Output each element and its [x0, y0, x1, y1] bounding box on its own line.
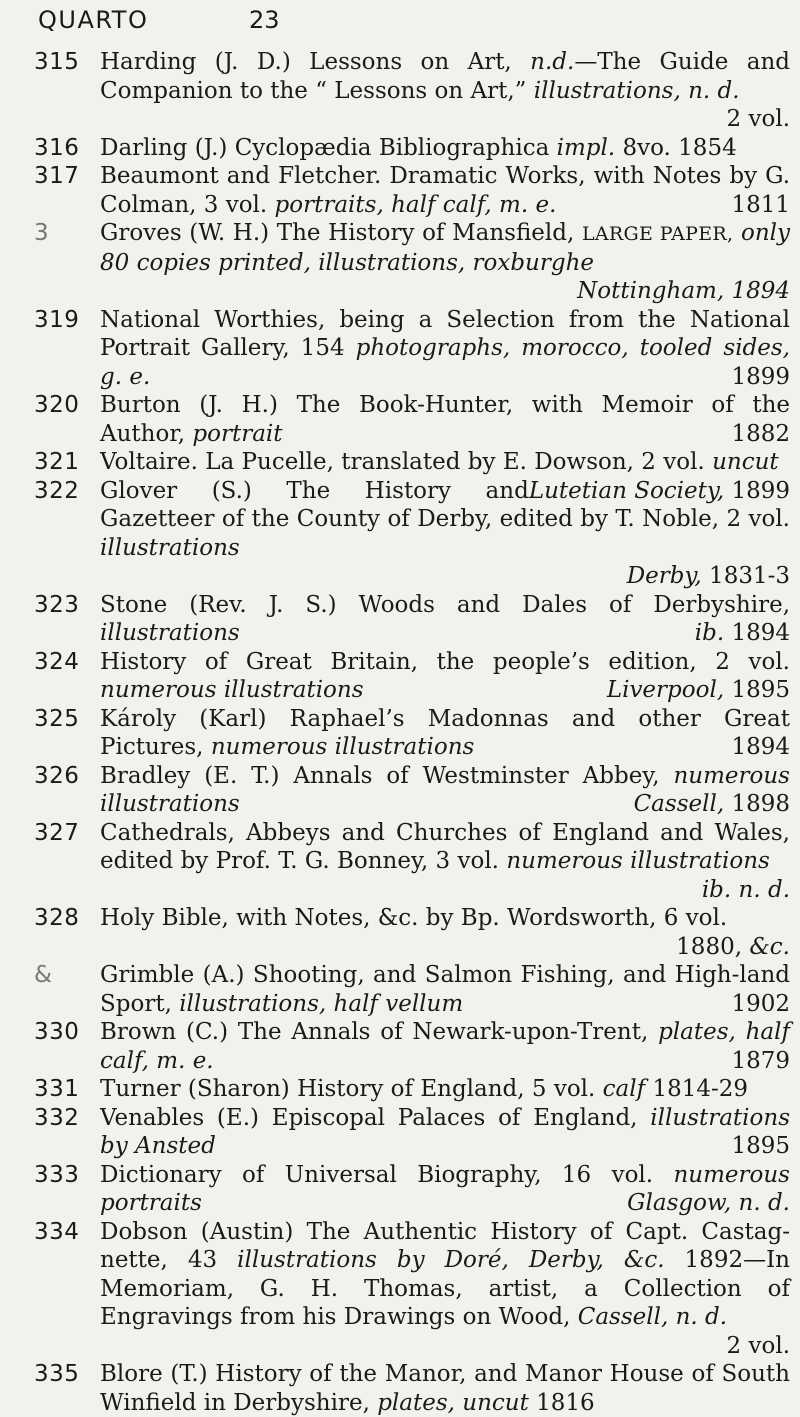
entry-text: Bradley (E. T.) Annals of Westminster Abbey, numerous illustrations Cassell, 1898 [100, 762, 790, 817]
entry-text: Grimble (A.) Shooting, and Salmon Fishing, and High-land Sport, illustrations, half vellum 1902 [100, 962, 790, 1017]
catalogue-entry [0, 1360, 800, 1417]
lot-number: 320 [34, 392, 80, 418]
entry-imprint: 1895 [731, 1133, 790, 1159]
lot-number: 316 [34, 134, 80, 161]
catalogue-entry [0, 762, 800, 819]
entry-text: Brown (C.) The Annals of Newark-upon-Trent, plates, half calf, m. e. 1879 [100, 1019, 790, 1074]
catalogue-entry [0, 1075, 800, 1104]
entry-text: History of Great Britain, the people’s edition, 2 vol. numerous illustrations Liverpool, 1895 [100, 648, 790, 703]
lot-number: 334 [34, 1218, 80, 1245]
entry-text: Beaumont and Fletcher. Dramatic Works, with Notes by G. Colman, 3 vol. portraits, half calf, m. e. 1811 [100, 163, 790, 218]
entry-text: Voltaire. La Pucelle, translated by E. Dowson, 2 vol. uncut Lutetian Society, 1899 [100, 449, 790, 504]
catalogue-entry [0, 591, 800, 648]
catalogue-entry [0, 477, 800, 591]
entry-text: Holy Bible, with Notes, &c. by Bp. Wordsworth, 6 vol. 1880, &c. [100, 905, 790, 960]
lot-number: 335 [34, 1361, 80, 1387]
entry-text: Groves (W. H.) The History of Mansfield, LARGE PAPER, only 80 copies printed, illustrations, roxburghe Nottingham, 1894 [100, 220, 791, 304]
lot-number: 330 [34, 1019, 80, 1045]
lot-number: 332 [34, 1104, 80, 1131]
entry-text: Blore (T.) History of the Manor, and Manor House of South Winfield in Derbyshire, plates, uncut 1816 [100, 1361, 790, 1416]
catalogue-entries [0, 48, 800, 1417]
entry-imprint: 1894 [731, 734, 790, 760]
catalogue-entry [0, 1161, 800, 1218]
lot-number: 327 [34, 819, 80, 846]
lot-number: 325 [34, 705, 80, 732]
catalogue-entry [0, 1018, 800, 1075]
entry-text: Darling (J.) Cyclopædia Bibliographica impl. 8vo. 1854 [100, 134, 737, 161]
entry-text: Glover (S.) The History and Gazetteer of the County of Derby, edited by T. Noble, 2 vol. illustrations Derby, 1831-3 [100, 477, 790, 589]
lot-number: 328 [34, 905, 80, 931]
entry-text: Harding (J. D.) Lessons on Art, n.d.—The Guide and Companion to the “ Lessons on Art,” illustrations, n. d. 2 vol. [100, 49, 790, 132]
lot-number: 317 [34, 163, 80, 189]
entry-imprint: 1880, &c. [676, 933, 790, 960]
entry-text: Károly (Karl) Raphael’s Madonnas and other Great Pictures, numerous illustrations 1894 [100, 705, 790, 760]
entry-imprint: 2 vol. [726, 1332, 790, 1359]
entry-text: Stone (Rev. J. S.) Woods and Dales of Derbyshire, illustrations ib. 1894 [100, 591, 790, 646]
entry-imprint: Liverpool, 1895 [606, 677, 790, 703]
catalogue-entry [0, 819, 800, 905]
catalogue-entry [0, 1218, 800, 1361]
catalogue-entry [0, 134, 800, 163]
entry-imprint: ib. 1894 [694, 620, 790, 646]
entry-text: Burton (J. H.) The Book-Hunter, with Memoir of the Author, portrait 1882 [100, 392, 790, 447]
entry-imprint: Cassell, 1898 [633, 791, 790, 817]
lot-number: 333 [34, 1161, 80, 1188]
entry-text: Turner (Sharon) History of England, 5 vol. calf 1814-29 [100, 1076, 749, 1102]
entry-imprint: 2 vol. [726, 106, 790, 132]
catalogue-entry [0, 162, 800, 219]
lot-number: 321 [34, 449, 80, 475]
catalogue-entry [0, 219, 800, 306]
entry-text: Dictionary of Universal Biography, 16 vol. numerous portraits Glasgow, n. d. [100, 1161, 790, 1216]
entry-imprint: 1879 [731, 1047, 790, 1074]
lot-number: 315 [34, 49, 80, 75]
page-header [0, 0, 800, 50]
catalogue-entry [0, 1104, 800, 1161]
catalogue-entry [0, 391, 800, 448]
entry-text: Cathedrals, Abbeys and Churches of England and Wales, edited by Prof. T. G. Bonney, 3 vol. numerous illustrations ib. n. d. [100, 819, 790, 903]
entry-imprint: Glasgow, n. d. [627, 1190, 790, 1216]
page-number: 23 [249, 6, 280, 34]
catalogue-entry [0, 705, 800, 762]
lot-number: 323 [34, 591, 80, 618]
catalogue-entry [0, 961, 800, 1018]
entry-imprint: Nottingham, 1894 [577, 278, 790, 304]
entry-text: Dobson (Austin) The Authentic History of Capt. Castag-nette, 43 illustrations by Doré, Derby, &c. 1892—In Memoriam, G. H. Thomas, artist, a Collection of Engravings from his Drawings on Wood, Cassell, n. d. 2 vol. [100, 1218, 790, 1359]
entry-text: National Worthies, being a Selection from the National Portrait Gallery, 154 photographs, morocco, tooled sides, g. e. 1899 [100, 306, 790, 390]
catalogue-entry [0, 48, 800, 134]
catalogue-entry [0, 904, 800, 961]
entry-imprint: 1902 [731, 990, 790, 1017]
lot-number: & [34, 962, 53, 988]
entry-imprint: 1882 [731, 420, 790, 447]
entry-imprint: 1811 [731, 191, 790, 218]
lot-number: 322 [34, 477, 80, 504]
entry-imprint: Lutetian Society, 1899 [528, 477, 790, 504]
entry-imprint: Derby, 1831-3 [626, 563, 790, 589]
entry-imprint: 1899 [731, 363, 790, 390]
lot-number: 326 [34, 762, 80, 789]
catalogue-entry [0, 648, 800, 705]
entry-imprint: ib. n. d. [701, 876, 790, 903]
entry-text: Venables (E.) Episcopal Palaces of England, illustrations by Ansted 1895 [100, 1104, 790, 1159]
lot-number: 3 [34, 220, 50, 246]
lot-number: 319 [34, 306, 80, 333]
running-head: QUARTO [38, 6, 149, 34]
lot-number: 324 [34, 648, 80, 675]
lot-number: 331 [34, 1076, 80, 1102]
catalogue-entry [0, 306, 800, 392]
